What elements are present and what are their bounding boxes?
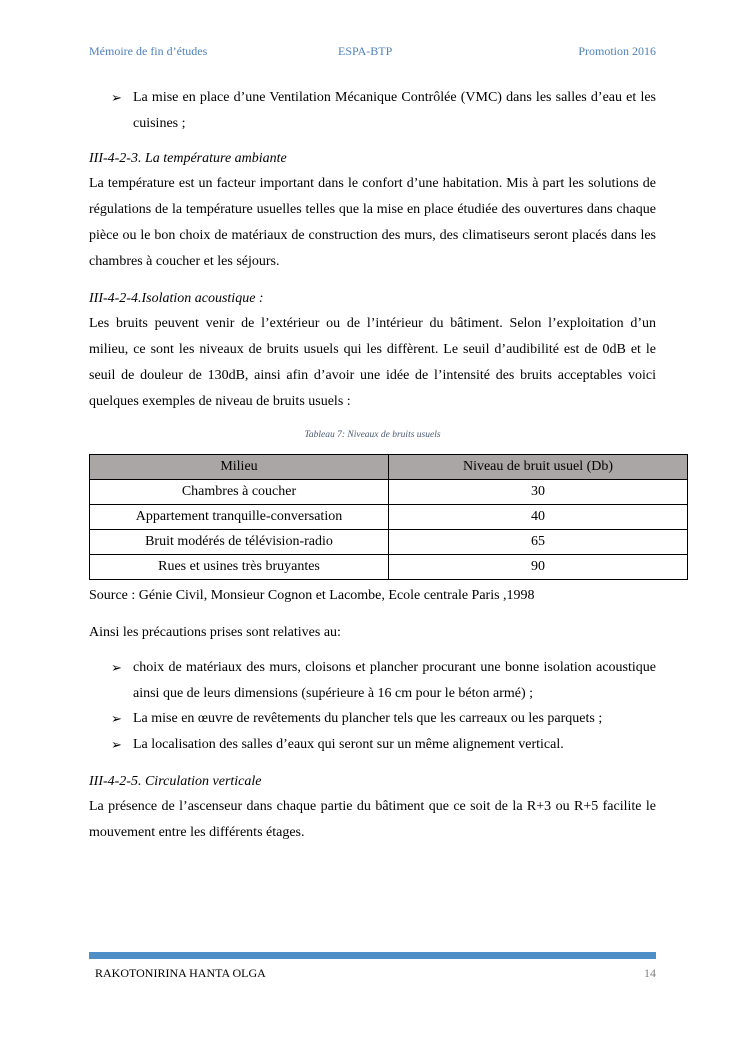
header-promotion: Promotion 2016: [578, 44, 656, 58]
table-cell-milieu: Chambres à coucher: [90, 480, 389, 505]
header-memoire: Mémoire de fin d’études: [89, 44, 208, 58]
vmc-bullet-text: La mise en place d’une Ventilation Mécanique Contrôlée (VMC) dans les salles d’eau et les cuisines ;: [133, 90, 656, 131]
circulation-paragraph: La présence de l’ascenseur dans chaque partie du bâtiment que ce soit de la R+3 ou R+5 facilite le mouvement entre les différents étages.: [89, 799, 656, 840]
precaution-bullet: [111, 655, 656, 707]
precaution-text: choix de matériaux des murs, cloisons et plancher procurant une bonne isolation acoustique ainsi que de leurs dimensions (supérieure à 16 cm pour le béton armé) ;: [133, 660, 656, 701]
temperature-heading: III-4-2-3. La température ambiante: [89, 151, 287, 166]
noise-level-table: [89, 454, 688, 580]
arrow-bullet-icon: ➢: [111, 711, 122, 726]
table-cell-milieu: Bruit modérés de télévision-radio: [90, 530, 389, 555]
table-header-row: [90, 455, 688, 480]
table-source: Source : Génie Civil, Monsieur Cognon et Lacombe, Ecole centrale Paris ,1998: [89, 588, 535, 603]
table-caption: Tableau 7: Niveaux de bruits usuels: [304, 430, 441, 440]
arrow-bullet-icon: ➢: [111, 90, 122, 105]
arrow-bullet-icon: ➢: [111, 660, 122, 675]
table-cell-niveau: 65: [389, 530, 688, 555]
precaution-text: La mise en œuvre de revêtements du plancher tels que les carreaux ou les parquets ;: [133, 711, 603, 726]
page-number: 14: [644, 966, 656, 980]
precaution-bullet: [111, 732, 656, 758]
vmc-bullet: [111, 85, 656, 137]
footer-divider: [89, 952, 656, 959]
table-cell-milieu: Appartement tranquille-conversation: [90, 505, 389, 530]
header-school: ESPA-BTP: [338, 44, 393, 58]
table-row: [90, 480, 688, 505]
page-header: [89, 44, 656, 60]
table-row: [90, 530, 688, 555]
acoustique-heading: III-4-2-4.Isolation acoustique :: [89, 291, 264, 306]
precautions-intro: Ainsi les précautions prises sont relatives au:: [89, 625, 341, 640]
arrow-bullet-icon: ➢: [111, 737, 122, 752]
footer-author: RAKOTONIRINA HANTA OLGA: [95, 966, 266, 980]
table-cell-niveau: 30: [389, 480, 688, 505]
table-cell-milieu: Rues et usines très bruyantes: [90, 555, 389, 580]
column-header-niveau: Niveau de bruit usuel (Db): [389, 455, 688, 480]
precaution-bullet: [111, 706, 656, 732]
temperature-paragraph: La température est un facteur important dans le confort d’une habitation. Mis à part les solutions de régulations de la température usuelles telles que la mise en place étudiée des ouvertures dans chaque pièce ou le bon choix de matériaux de construction des murs, des climatiseurs seront placés dans les chambres à coucher et les séjours.: [89, 176, 656, 269]
column-header-milieu: Milieu: [90, 455, 389, 480]
precaution-text: La localisation des salles d’eaux qui seront sur un même alignement vertical.: [133, 737, 564, 752]
table-row: [90, 505, 688, 530]
circulation-heading: III-4-2-5. Circulation verticale: [89, 774, 262, 789]
table-row: [90, 555, 688, 580]
table-cell-niveau: 90: [389, 555, 688, 580]
table-cell-niveau: 40: [389, 505, 688, 530]
acoustique-paragraph: Les bruits peuvent venir de l’extérieur ou de l’intérieur du bâtiment. Selon l’exploitation d’un milieu, ce sont les niveaux de bruits usuels qui les diffèrent. Le seuil d’audibilité est de 0dB et le seuil de douleur de 130dB, ainsi afin d’avoir une idée de l’intensité des bruits acceptables voici quelques exemples de niveau de bruits usuels :: [89, 316, 656, 409]
